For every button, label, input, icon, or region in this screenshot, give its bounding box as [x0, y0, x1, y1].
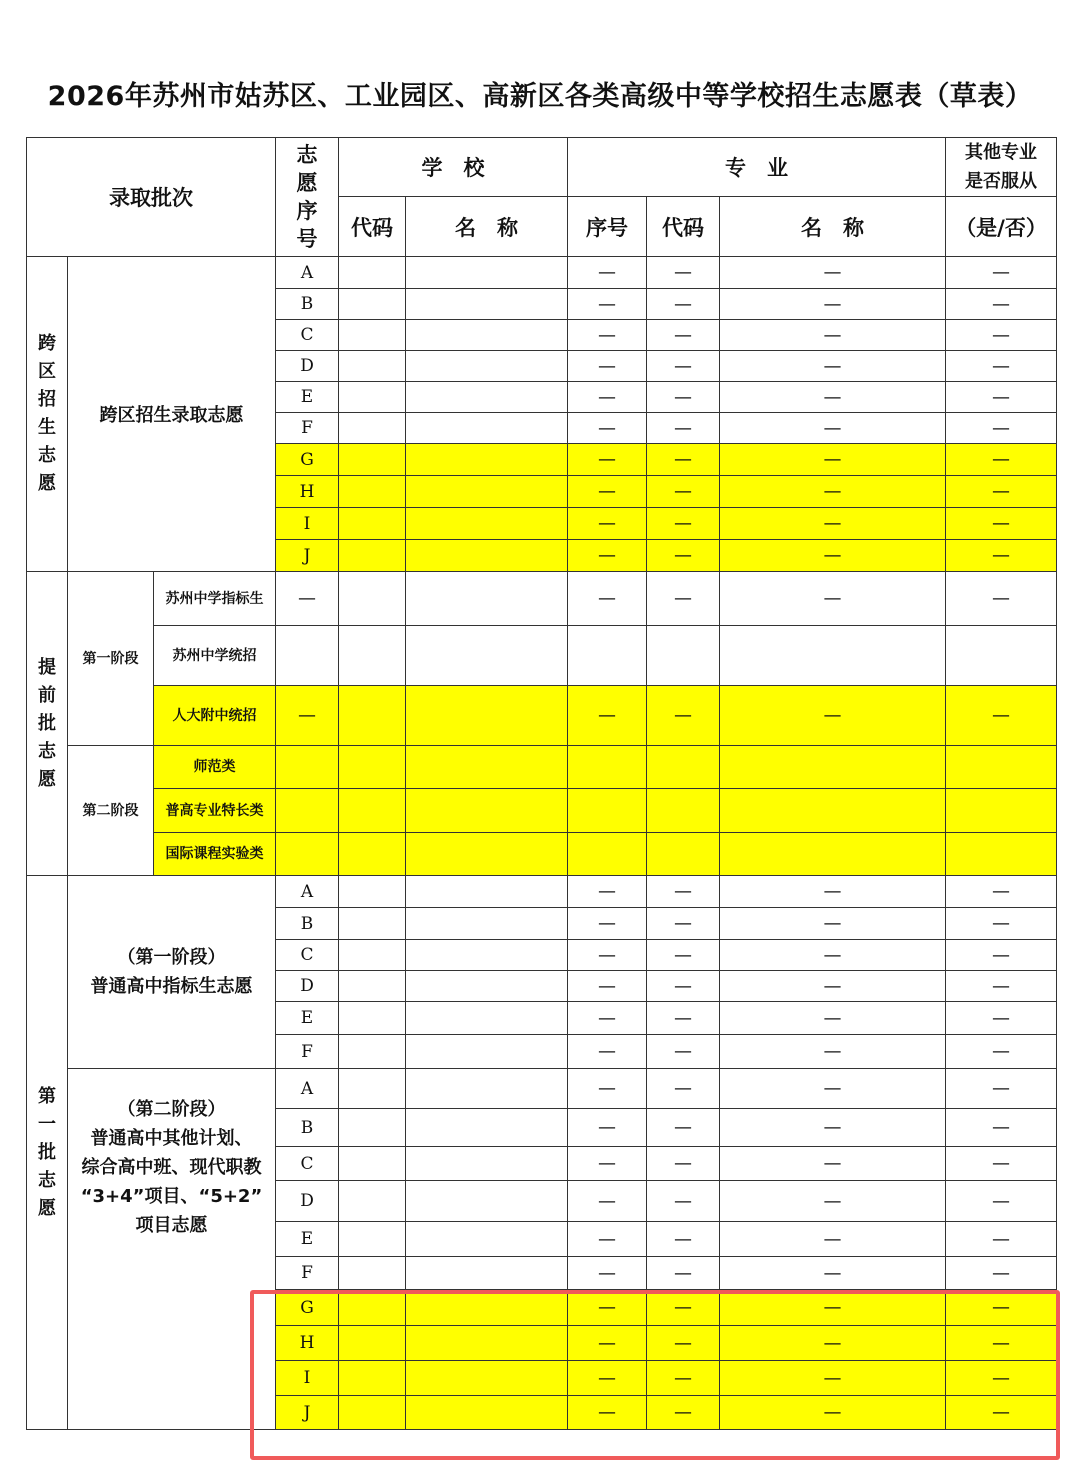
school-code-input[interactable]: [339, 746, 406, 789]
major-order-cell[interactable]: —: [568, 1222, 647, 1257]
major-code-cell[interactable]: —: [647, 1326, 720, 1361]
table-row: [27, 789, 1057, 833]
school-code-input[interactable]: [339, 789, 406, 833]
seq-cell: [276, 746, 339, 789]
seq-letter: F: [276, 1257, 339, 1290]
table-row: [27, 626, 1057, 686]
major-code-cell[interactable]: —: [647, 289, 720, 320]
seq-letter: E: [276, 382, 339, 413]
other-major-cell[interactable]: —: [946, 508, 1057, 540]
major-header: 专 业: [568, 138, 946, 197]
major-code-cell[interactable]: —: [647, 1290, 720, 1326]
school-name-input[interactable]: [406, 382, 568, 413]
school-name-input[interactable]: [406, 746, 568, 789]
other-major-cell[interactable]: —: [946, 289, 1057, 320]
school-name-input[interactable]: [406, 1002, 568, 1035]
major-name-cell[interactable]: —: [720, 1290, 946, 1326]
school-name-input[interactable]: [406, 686, 568, 746]
annotation-box: [250, 1290, 1060, 1460]
cross-district-group: 跨区招生录取志愿: [68, 257, 276, 572]
other-major-cell[interactable]: —: [946, 413, 1057, 444]
major-order-cell[interactable]: —: [568, 1257, 647, 1290]
other-major-cell[interactable]: —: [946, 476, 1057, 508]
major-order-cell[interactable]: [568, 746, 647, 789]
major-code-cell[interactable]: —: [647, 572, 720, 626]
major-name-cell[interactable]: —: [720, 320, 946, 351]
first-stage1-group: （第一阶段） 普通高中指标生志愿: [68, 876, 276, 1069]
major-code-cell[interactable]: —: [647, 320, 720, 351]
seq-letter: A: [276, 876, 339, 908]
seq-letter: C: [276, 1147, 339, 1181]
major-name-cell[interactable]: —: [720, 876, 946, 908]
major-code-cell[interactable]: [647, 789, 720, 833]
major-name-cell[interactable]: [720, 833, 946, 876]
major-code-cell[interactable]: —: [647, 1396, 720, 1430]
school-name-input[interactable]: [406, 833, 568, 876]
school-name-input[interactable]: [406, 444, 568, 476]
school-name-input[interactable]: [406, 940, 568, 971]
major-name-cell[interactable]: —: [720, 540, 946, 572]
seq-letter: A: [276, 257, 339, 289]
major-code-cell[interactable]: —: [647, 1181, 720, 1222]
school-name-input[interactable]: [406, 1181, 568, 1222]
other-major-cell[interactable]: —: [946, 320, 1057, 351]
major-code-cell[interactable]: —: [647, 1035, 720, 1069]
table-row: [27, 572, 1057, 626]
other-major-cell[interactable]: —: [946, 540, 1057, 572]
major-code-cell[interactable]: [647, 626, 720, 686]
major-name-cell[interactable]: —: [720, 1002, 946, 1035]
other-major-cell[interactable]: —: [946, 1109, 1057, 1147]
major-name-cell[interactable]: —: [720, 971, 946, 1002]
major-order-cell[interactable]: —: [568, 1109, 647, 1147]
other-major-cell[interactable]: [946, 789, 1057, 833]
first-batch-label: 第 一 批 志 愿: [27, 876, 68, 1430]
seq-letter: J: [276, 540, 339, 572]
seq-cell: [276, 833, 339, 876]
major-name-cell[interactable]: —: [720, 1222, 946, 1257]
major-name-cell[interactable]: —: [720, 940, 946, 971]
school-name-input[interactable]: [406, 626, 568, 686]
major-name-cell[interactable]: —: [720, 476, 946, 508]
other-major-cell[interactable]: —: [946, 686, 1057, 746]
school-name-input[interactable]: [406, 508, 568, 540]
other-major-cell[interactable]: —: [946, 876, 1057, 908]
major-name-cell[interactable]: —: [720, 1361, 946, 1396]
major-code-cell[interactable]: —: [647, 1109, 720, 1147]
major-name-cell[interactable]: —: [720, 1147, 946, 1181]
seq-letter: F: [276, 413, 339, 444]
major-name-cell[interactable]: —: [720, 444, 946, 476]
school-name-input[interactable]: [406, 1069, 568, 1109]
major-code-cell[interactable]: —: [647, 971, 720, 1002]
major-code-cell[interactable]: —: [647, 257, 720, 289]
major-code-cell[interactable]: [647, 746, 720, 789]
seq-letter: B: [276, 289, 339, 320]
major-code-cell[interactable]: —: [647, 1002, 720, 1035]
school-code-input[interactable]: [339, 1002, 406, 1035]
seq-cell: [276, 626, 339, 686]
school-name-input[interactable]: [406, 572, 568, 626]
school-code-input[interactable]: [339, 833, 406, 876]
major-name-cell[interactable]: —: [720, 508, 946, 540]
major-order-cell[interactable]: —: [568, 320, 647, 351]
major-order-cell[interactable]: —: [568, 1326, 647, 1361]
other-major-cell[interactable]: —: [946, 1147, 1057, 1181]
major-code-cell[interactable]: —: [647, 686, 720, 746]
other-major-cell[interactable]: —: [946, 444, 1057, 476]
major-code-cell[interactable]: —: [647, 1069, 720, 1109]
other-major-cell[interactable]: —: [946, 1181, 1057, 1222]
school-name-input[interactable]: [406, 351, 568, 382]
major-order-cell[interactable]: —: [568, 413, 647, 444]
major-code-cell[interactable]: —: [647, 540, 720, 572]
other-major-cell[interactable]: —: [946, 572, 1057, 626]
other-major-cell[interactable]: —: [946, 257, 1057, 289]
major-code-cell[interactable]: —: [647, 1257, 720, 1290]
major-name-cell[interactable]: —: [720, 413, 946, 444]
major-name-cell[interactable]: —: [720, 1257, 946, 1290]
seq-letter: D: [276, 1181, 339, 1222]
major-order-cell[interactable]: [568, 789, 647, 833]
major-order-cell[interactable]: —: [568, 572, 647, 626]
other-major-header: 其他专业 是否服从: [946, 138, 1057, 197]
major-order-cell[interactable]: —: [568, 1035, 647, 1069]
major-code-cell[interactable]: —: [647, 413, 720, 444]
school-code-input[interactable]: [339, 1257, 406, 1290]
school-code-input[interactable]: [339, 572, 406, 626]
major-order-cell[interactable]: —: [568, 1290, 647, 1326]
school-name-input[interactable]: [406, 1257, 568, 1290]
school-code-input[interactable]: [339, 413, 406, 444]
major-order-cell[interactable]: —: [568, 908, 647, 940]
seq-letter: H: [276, 476, 339, 508]
major-name-cell[interactable]: —: [720, 572, 946, 626]
cross-district-label: 跨 区 招 生 志 愿: [27, 257, 68, 572]
school-code-input[interactable]: [339, 1222, 406, 1257]
major-name-cell[interactable]: —: [720, 289, 946, 320]
seq-letter: H: [276, 1326, 339, 1361]
school-code-input[interactable]: [339, 444, 406, 476]
school-header: 学 校: [339, 138, 568, 197]
other-major-cell[interactable]: —: [946, 1222, 1057, 1257]
other-major-cell[interactable]: —: [946, 1069, 1057, 1109]
major-order-cell[interactable]: —: [568, 686, 647, 746]
other-major-cell[interactable]: [946, 833, 1057, 876]
other-major-cell[interactable]: —: [946, 1396, 1057, 1430]
school-name-input[interactable]: [406, 413, 568, 444]
school-code-input[interactable]: [339, 351, 406, 382]
major-code-cell[interactable]: —: [647, 382, 720, 413]
seq-letter: C: [276, 940, 339, 971]
major-name-cell[interactable]: —: [720, 1326, 946, 1361]
school-code-input[interactable]: [339, 540, 406, 572]
school-name-input[interactable]: [406, 1222, 568, 1257]
page-title: 2026年苏州市姑苏区、工业园区、高新区各类高级中等学校招生志愿表（草表）: [47, 81, 1033, 112]
major-code-cell[interactable]: —: [647, 908, 720, 940]
school-name-input[interactable]: [406, 257, 568, 289]
major-code-cell[interactable]: —: [647, 1222, 720, 1257]
major-name-cell[interactable]: —: [720, 1396, 946, 1430]
major-code-cell[interactable]: —: [647, 1147, 720, 1181]
school-code-input[interactable]: [339, 971, 406, 1002]
school-code-input[interactable]: [339, 1109, 406, 1147]
major-code-cell[interactable]: —: [647, 444, 720, 476]
major-name-cell[interactable]: [720, 746, 946, 789]
major-order-cell[interactable]: —: [568, 876, 647, 908]
early-stage2-label: 第二阶段: [68, 746, 154, 876]
batch-header: 录取批次: [27, 138, 276, 257]
major-name-cell[interactable]: [720, 626, 946, 686]
major-name-cell[interactable]: —: [720, 1069, 946, 1109]
seq-letter: J: [276, 1396, 339, 1430]
major-order-cell[interactable]: —: [568, 289, 647, 320]
seq-letter: I: [276, 508, 339, 540]
other-major-cell[interactable]: —: [946, 1290, 1057, 1326]
seq-letter: B: [276, 908, 339, 940]
school-name-input[interactable]: [406, 1035, 568, 1069]
major-order-cell[interactable]: —: [568, 382, 647, 413]
school-code-input[interactable]: [339, 686, 406, 746]
major-order-header: 序号: [568, 197, 647, 257]
other-major-cell[interactable]: —: [946, 1257, 1057, 1290]
major-order-cell[interactable]: —: [568, 540, 647, 572]
school-name-input[interactable]: [406, 971, 568, 1002]
seq-cell: [276, 789, 339, 833]
table-row: [27, 876, 1057, 908]
major-name-cell[interactable]: —: [720, 257, 946, 289]
school-name-input[interactable]: [406, 1109, 568, 1147]
seq-letter: G: [276, 444, 339, 476]
school-code-input[interactable]: [339, 1069, 406, 1109]
table-row: [27, 1069, 1057, 1109]
other-major-cell[interactable]: —: [946, 971, 1057, 1002]
major-order-cell[interactable]: —: [568, 971, 647, 1002]
early-item-label: 人大附中统招: [154, 686, 276, 746]
major-order-cell[interactable]: [568, 626, 647, 686]
major-name-cell[interactable]: —: [720, 382, 946, 413]
major-code-header: 代码: [647, 197, 720, 257]
major-order-cell[interactable]: [568, 833, 647, 876]
school-code-input[interactable]: [339, 382, 406, 413]
seq-letter: I: [276, 1361, 339, 1396]
other-major-cell[interactable]: [946, 626, 1057, 686]
major-order-cell[interactable]: —: [568, 476, 647, 508]
other-major-cell[interactable]: —: [946, 351, 1057, 382]
major-name-cell[interactable]: —: [720, 1181, 946, 1222]
school-code-input[interactable]: [339, 1035, 406, 1069]
school-name-input[interactable]: [406, 908, 568, 940]
seq-letter: F: [276, 1035, 339, 1069]
major-code-cell[interactable]: —: [647, 508, 720, 540]
table-row: [27, 257, 1057, 289]
seq-letter: A: [276, 1069, 339, 1109]
major-name-cell[interactable]: —: [720, 686, 946, 746]
table-row: [27, 746, 1057, 789]
major-order-cell[interactable]: —: [568, 444, 647, 476]
school-name-input[interactable]: [406, 876, 568, 908]
seq-letter: E: [276, 1002, 339, 1035]
school-code-input[interactable]: [339, 876, 406, 908]
major-code-cell[interactable]: —: [647, 351, 720, 382]
other-major-cell[interactable]: —: [946, 1035, 1057, 1069]
seq-cell: —: [276, 572, 339, 626]
early-item-label: 苏州中学指标生: [154, 572, 276, 626]
major-name-cell[interactable]: —: [720, 1109, 946, 1147]
early-batch-label: 提 前 批 志 愿: [27, 572, 68, 876]
school-name-input[interactable]: [406, 320, 568, 351]
major-order-cell[interactable]: —: [568, 1147, 647, 1181]
other-major-cell[interactable]: —: [946, 1361, 1057, 1396]
early-item-label: 苏州中学统招: [154, 626, 276, 686]
school-name-header: 名 称: [406, 197, 568, 257]
other-major-cell[interactable]: —: [946, 1326, 1057, 1361]
school-name-input[interactable]: [406, 789, 568, 833]
school-code-input[interactable]: [339, 626, 406, 686]
major-order-cell[interactable]: —: [568, 508, 647, 540]
seq-letter: G: [276, 1290, 339, 1326]
school-code-input[interactable]: [339, 1147, 406, 1181]
major-name-cell[interactable]: —: [720, 1035, 946, 1069]
school-code-input[interactable]: [339, 940, 406, 971]
seq-letter: C: [276, 320, 339, 351]
school-code-input[interactable]: [339, 320, 406, 351]
yesno-header: （是/否）: [946, 197, 1057, 257]
major-name-cell[interactable]: —: [720, 908, 946, 940]
major-order-cell[interactable]: —: [568, 1069, 647, 1109]
seq-letter: D: [276, 351, 339, 382]
major-name-cell[interactable]: [720, 789, 946, 833]
other-major-cell[interactable]: —: [946, 1002, 1057, 1035]
major-order-cell[interactable]: —: [568, 1002, 647, 1035]
school-code-input[interactable]: [339, 289, 406, 320]
table-row: [27, 686, 1057, 746]
school-code-input[interactable]: [339, 508, 406, 540]
early-item-label: 师范类: [154, 746, 276, 789]
seq-letter: E: [276, 1222, 339, 1257]
school-code-input[interactable]: [339, 908, 406, 940]
major-code-cell[interactable]: —: [647, 1361, 720, 1396]
seq-cell: —: [276, 686, 339, 746]
major-order-cell[interactable]: —: [568, 1361, 647, 1396]
seq-letter: B: [276, 1109, 339, 1147]
school-name-input[interactable]: [406, 476, 568, 508]
school-name-input[interactable]: [406, 289, 568, 320]
major-code-cell[interactable]: —: [647, 476, 720, 508]
early-item-label: 国际课程实验类: [154, 833, 276, 876]
major-order-cell[interactable]: —: [568, 940, 647, 971]
major-name-cell[interactable]: —: [720, 351, 946, 382]
table-row: [27, 833, 1057, 876]
major-code-cell[interactable]: [647, 833, 720, 876]
other-major-cell[interactable]: —: [946, 940, 1057, 971]
major-order-cell[interactable]: —: [568, 257, 647, 289]
major-name-header: 名 称: [720, 197, 946, 257]
first-stage2-group: （第二阶段） 普通高中其他计划、 综合高中班、现代职教 “3+4”项目、“5+2” 项目志愿: [68, 1069, 276, 1430]
application-form-table: [26, 137, 1057, 1430]
school-code-header: 代码: [339, 197, 406, 257]
school-code-input[interactable]: [339, 476, 406, 508]
other-major-cell[interactable]: [946, 746, 1057, 789]
major-order-cell[interactable]: —: [568, 1396, 647, 1430]
other-major-cell[interactable]: —: [946, 382, 1057, 413]
school-code-input[interactable]: [339, 1181, 406, 1222]
seq-letter: D: [276, 971, 339, 1002]
school-name-input[interactable]: [406, 1147, 568, 1181]
early-item-label: 普高专业特长类: [154, 789, 276, 833]
school-name-input[interactable]: [406, 540, 568, 572]
major-code-cell[interactable]: —: [647, 940, 720, 971]
early-stage1-label: 第一阶段: [68, 572, 154, 746]
seq-header: 志 愿 序 号: [276, 138, 339, 257]
major-order-cell[interactable]: —: [568, 351, 647, 382]
other-major-cell[interactable]: —: [946, 908, 1057, 940]
major-code-cell[interactable]: —: [647, 876, 720, 908]
school-code-input[interactable]: [339, 257, 406, 289]
major-order-cell[interactable]: —: [568, 1181, 647, 1222]
